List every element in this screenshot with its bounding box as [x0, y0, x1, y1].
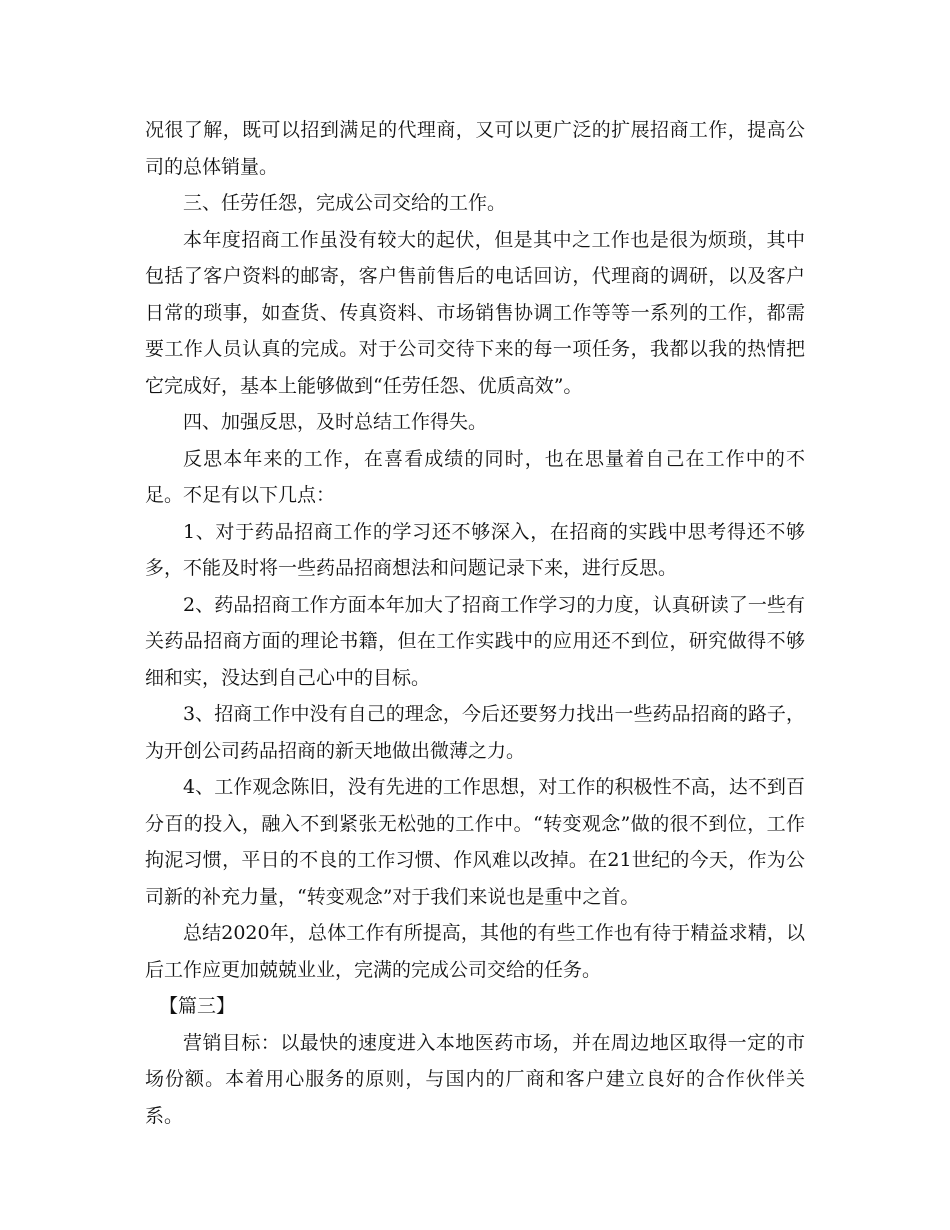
- part-marker: 【篇三】: [159, 995, 236, 1017]
- document-body: [145, 112, 805, 1134]
- list-item: 3、招商工作中没有自己的理念，今后还要努力找出一些药品招商的路子，为开创公司药品招商的新天地做出微薄之力。: [145, 703, 805, 762]
- list-item: 1、对于药品招商工作的学习还不够深入，在招商的实践中思考得还不够多，不能及时将一些药品招商想法和问题记录下来，进行反思。: [145, 520, 805, 579]
- paragraph: 反思本年来的工作，在喜看成绩的同时，也在思量着自己在工作中的不足。不足有以下几点：: [145, 447, 805, 506]
- paragraph: 本年度招商工作虽没有较大的起伏，但是其中之工作也是很为烦琐，其中包括了客户资料的邮寄，客户售前售后的电话回访，代理商的调研，以及客户日常的琐事，如查货、传真资料、市场销售协调工作等等一系列的工作，都需要工作人员认真的完成。对于公司交待下来的每一项任务，我都以我的热情把它完成好，基本上能够做到“任劳任怨、优质高效”。: [145, 228, 805, 397]
- paragraph-summary: 总结2020年，总体工作有所提高，其他的有些工作也有待于精益求精，以后工作应更加兢兢业业，完满的完成公司交给的任务。: [145, 922, 805, 981]
- list-item: 2、药品招商工作方面本年加大了招商工作学习的力度，认真研读了一些有关药品招商方面的理论书籍，但在工作实践中的应用还不到位，研究做得不够细和实，没达到自己心中的目标。: [145, 593, 805, 689]
- section-heading-4: 四、加强反思，及时总结工作得失。: [183, 411, 488, 433]
- paragraph-continuation: 况很了解，既可以招到满足的代理商，又可以更广泛的扩展招商工作，提高公司的总体销量。: [145, 119, 805, 178]
- paragraph: 营销目标：以最快的速度进入本地医药市场，并在周边地区取得一定的市场份额。本着用心服务的原则，与国内的厂商和客户建立良好的合作伙伴关系。: [145, 1031, 805, 1127]
- section-heading-3: 三、任劳任怨，完成公司交给的工作。: [183, 192, 507, 214]
- list-item: 4、工作观念陈旧，没有先进的工作思想，对工作的积极性不高，达不到百分百的投入，融入不到紧张无松弛的工作中。“转变观念”做的很不到位，工作拘泥习惯，平日的不良的工作习惯、作风难以改掉。在21世纪的今天，作为公司新的补充力量，“转变观念”对于我们来说也是重中之首。: [145, 776, 805, 908]
